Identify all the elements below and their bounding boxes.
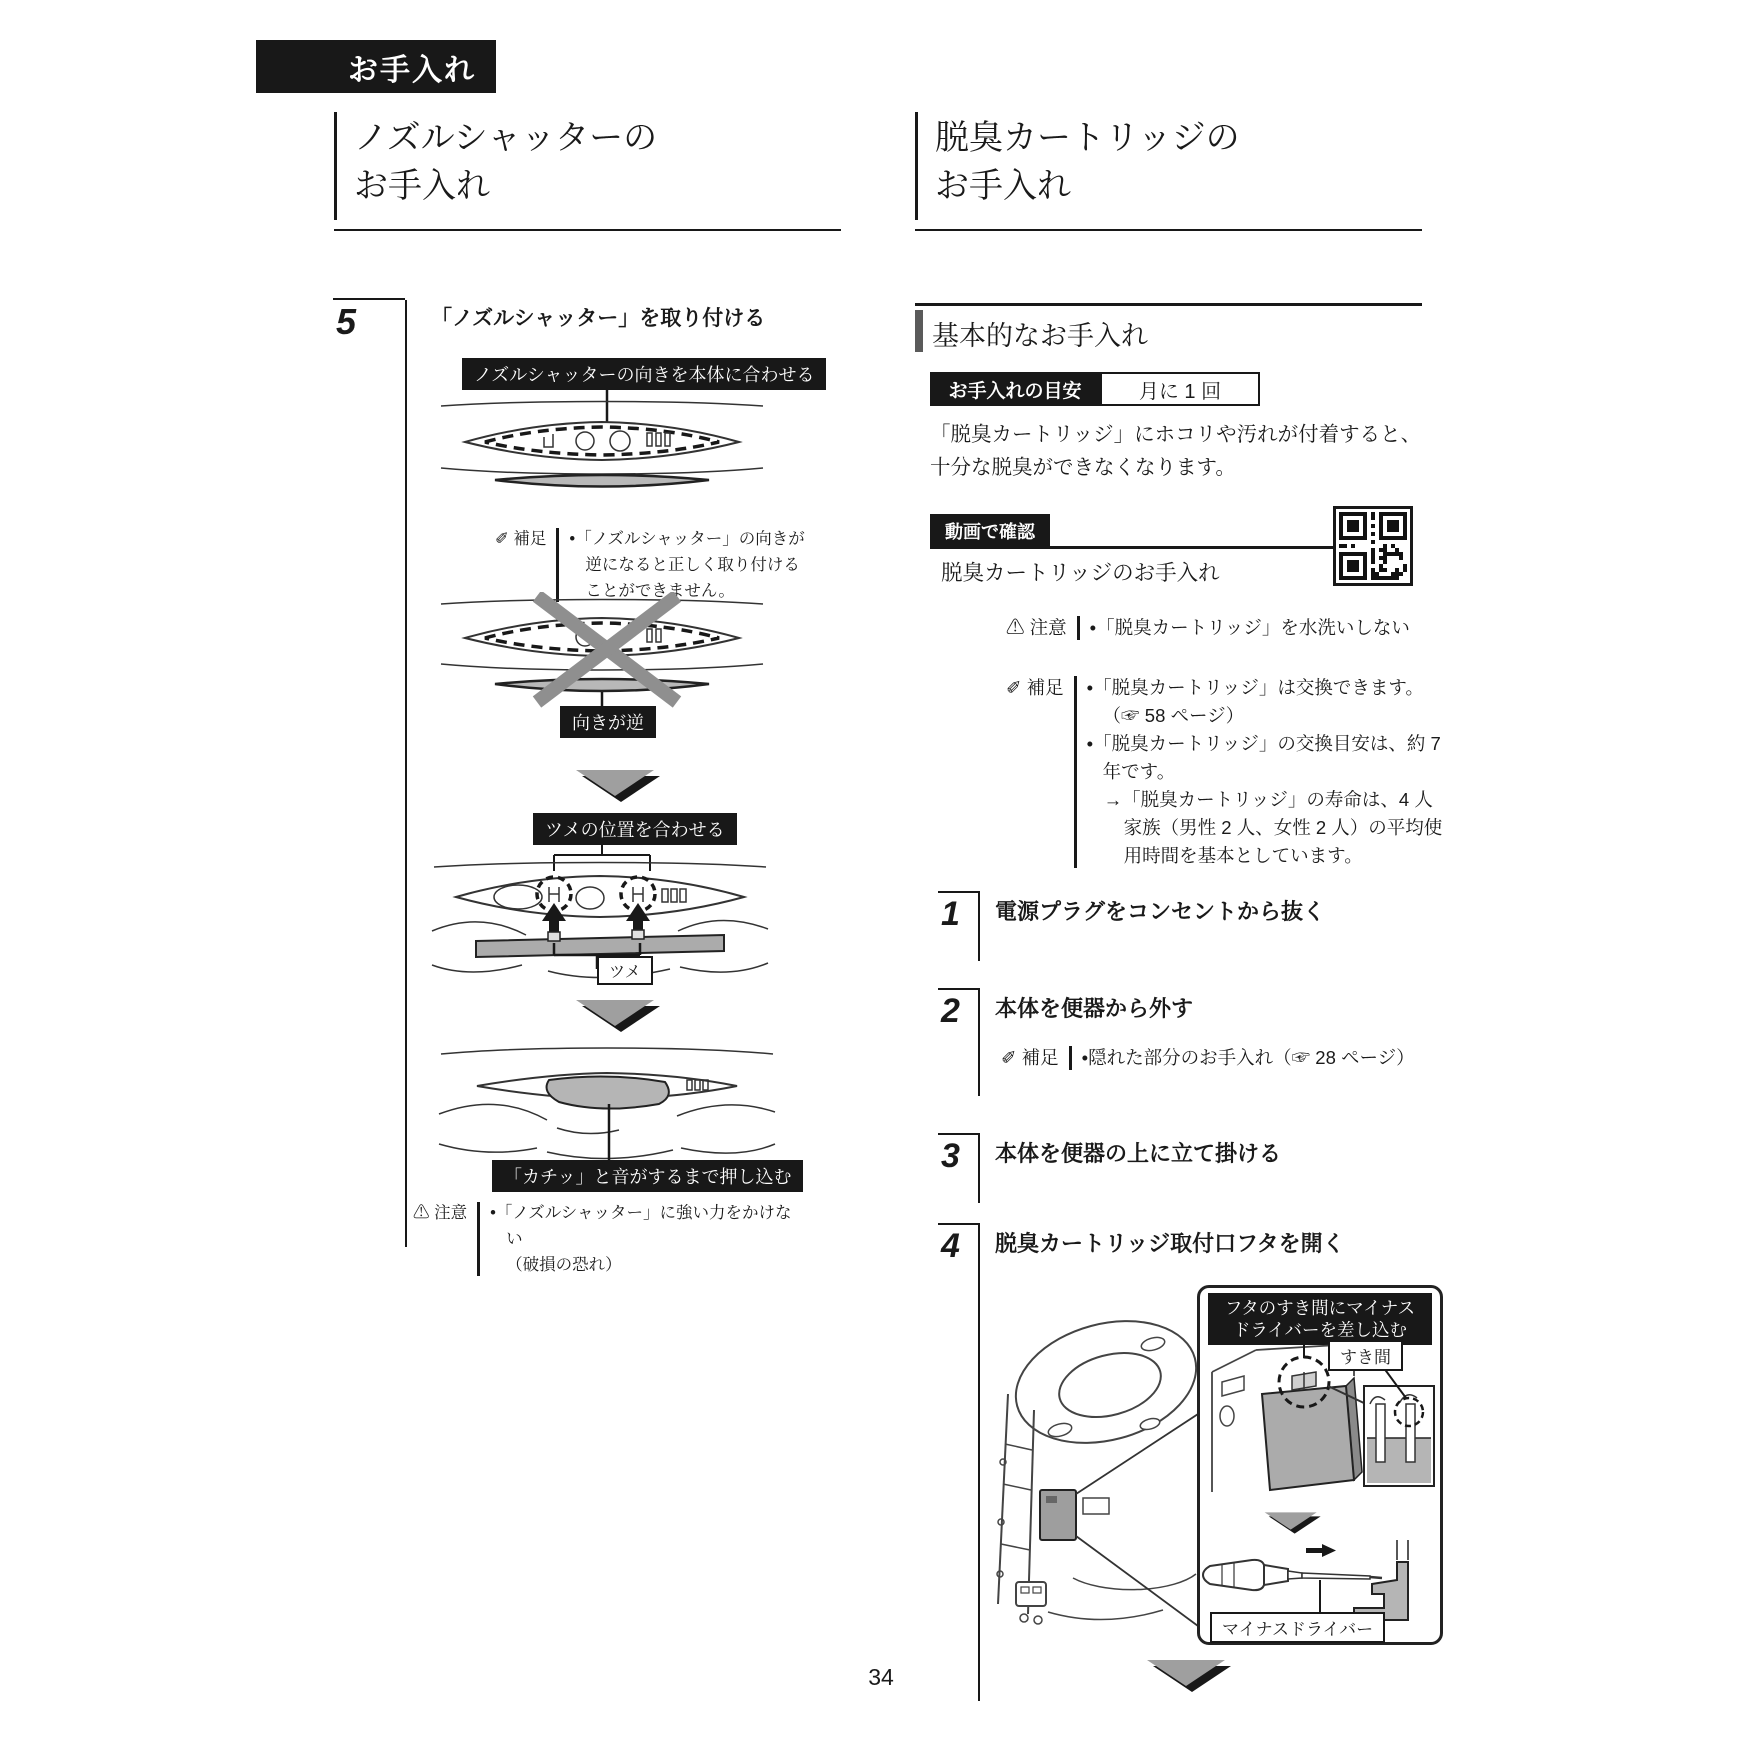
note-divider [477, 1202, 480, 1276]
note-divider [1069, 1046, 1072, 1070]
step-3 [938, 1133, 1281, 1203]
video-rule [930, 546, 1333, 549]
pencil-icon: ✐ [1006, 677, 1022, 698]
qr-code [1333, 506, 1413, 586]
gap-callout-line2: ドライバーを差し込む [1232, 1320, 1408, 1340]
gap-callout [1208, 1293, 1432, 1345]
step-3-title: 本体を便器の上に立て掛ける [995, 1141, 1282, 1166]
step-4-number: 4 [938, 1223, 978, 1701]
down-chevron-icon [572, 768, 668, 809]
section-marker [915, 310, 923, 352]
warning-icon: ⚠ [413, 1204, 430, 1222]
intro-text: 「脱臭カートリッジ」にホコリや汚れが付着すると、十分な脱臭ができなくなります。 [930, 423, 1422, 479]
step-2 [938, 988, 1415, 1096]
step-4-title: 脱臭カートリッジ取付口フタを開く [995, 1231, 1345, 1256]
section-rule [915, 303, 1422, 306]
left-heading-line1: ノズルシャッターの [354, 119, 658, 157]
caution-note [1006, 614, 1436, 642]
step-5-header [333, 298, 765, 340]
step-2-note-label: 補足 [1021, 1047, 1059, 1068]
supplement-note [1006, 674, 1444, 870]
down-chevron-icon [1262, 1510, 1326, 1541]
step-2-note [1001, 1044, 1415, 1072]
left-heading-rule [334, 229, 841, 231]
caution-note-label: 注意 [1029, 617, 1067, 638]
nozzle-reversed-diagram [437, 592, 767, 713]
step-2-title: 本体を便器から外す [995, 996, 1194, 1021]
supplement-bullet-1-ref: （☞ 58 ページ） [1102, 705, 1245, 726]
section-badge [256, 40, 496, 93]
step-1-title: 電源プラグをコンセントから抜く [995, 899, 1326, 924]
step-2-note-text: •隠れた部分のお手入れ（☞ 28 ページ） [1081, 1047, 1415, 1068]
page-number: 34 [868, 1664, 894, 1690]
down-chevron-icon [1143, 1658, 1239, 1699]
note-divider [1074, 676, 1077, 868]
note-divider [556, 528, 559, 602]
frequency-label: お手入れの目安 [930, 372, 1100, 406]
step-5-title: 「ノズルシャッター」を取り付ける [431, 307, 766, 330]
right-heading [915, 112, 1422, 220]
driver-label: マイナスドライバー [1210, 1612, 1385, 1643]
supplement-note-label: 補足 [513, 530, 547, 548]
step-2-number: 2 [938, 988, 978, 1096]
step-1-number: 1 [938, 891, 978, 961]
nozzle-diagram [437, 390, 767, 500]
section-title: 基本的なお手入れ [932, 321, 1148, 351]
pencil-icon: ✐ [1001, 1047, 1017, 1068]
supplement-bullet-2: •「脱臭カートリッジ」の交換目安は、約 7 年です。 [1086, 733, 1441, 782]
step-5-number: 5 [333, 298, 405, 340]
gap-callout-line1: フタのすき間にマイナス [1224, 1298, 1416, 1318]
right-heading-rule [915, 229, 1422, 231]
warning-icon: ⚠ [1006, 617, 1025, 638]
supplement-bullet-1: •「脱臭カートリッジ」は交換できます。 [1086, 677, 1424, 698]
toilet-illustration [988, 1282, 1198, 1637]
click-callout: 「カチッ」と音がするまで押し込む [492, 1160, 803, 1192]
note-divider [1077, 616, 1080, 640]
left-heading [334, 112, 841, 220]
caution-note-label: 注意 [434, 1204, 468, 1222]
caution-note-line1: •「ノズルシャッター」に強い力をかけない [490, 1204, 792, 1248]
video-tab: 動画で確認 [930, 514, 1050, 548]
supplement-note-text: •「ノズルシャッター」の向きが逆になると正しく取り付けることができません。 [569, 530, 805, 600]
caution-note-text: •「脱臭カートリッジ」を水洗いしない [1089, 617, 1410, 638]
tab-label: ツメ [597, 956, 653, 985]
push-diagram [437, 1040, 777, 1167]
right-heading-line1: 脱臭カートリッジの [935, 119, 1240, 157]
step-1 [938, 891, 1325, 961]
frequency-value: 月に 1 回 [1100, 372, 1260, 406]
video-caption: 脱臭カートリッジのお手入れ [941, 561, 1220, 585]
step-5-divider [405, 300, 407, 1247]
right-heading-line2: お手入れ [935, 167, 1071, 205]
step-3-number: 3 [938, 1133, 978, 1203]
supplement-bullet-2-detail: →「脱臭カートリッジ」の寿命は、4 人家族（男性 2 人、女性 2 人）の平均使用時間を基本としています。 [1103, 789, 1443, 866]
tabs-callout: ツメの位置を合わせる [533, 813, 737, 845]
caution-note [413, 1200, 803, 1278]
caution-note-line2: （破損の恐れ） [506, 1256, 622, 1274]
orientation-callout: ノズルシャッターの向きを本体に合わせる [462, 358, 826, 390]
cover-panel-illustration [1204, 1340, 1440, 1507]
step-4-figure [1197, 1285, 1443, 1645]
reversed-callout: 向きが逆 [560, 706, 656, 738]
section-badge-label: お手入れ [348, 53, 476, 87]
left-heading-line2: お手入れ [354, 167, 490, 205]
pencil-icon: ✐ [495, 530, 509, 548]
gap-label: すき間 [1328, 1340, 1403, 1371]
down-chevron-icon [572, 998, 668, 1039]
supplement-note-label: 補足 [1026, 677, 1064, 698]
